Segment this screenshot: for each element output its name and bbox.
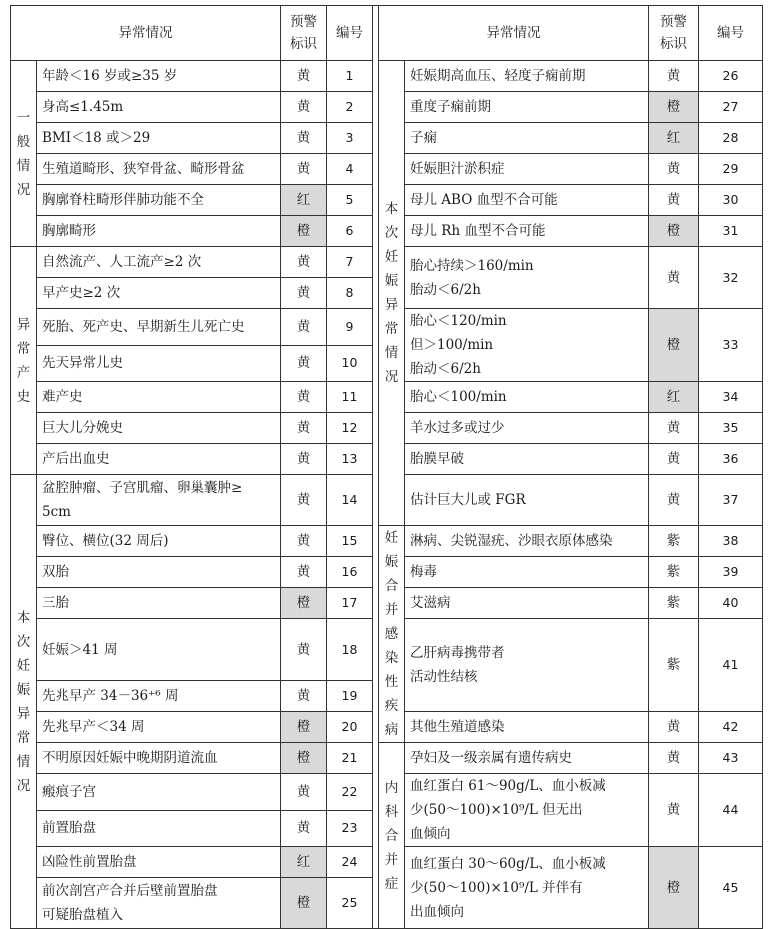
item-number: 1 [327, 61, 373, 92]
item-description: 乙肝病毒携带者 活动性结核 [405, 619, 649, 712]
item-description: 母儿 ABO 血型不合可能 [405, 185, 649, 216]
warning-level: 黄 [649, 413, 699, 444]
left-category-2 [11, 475, 37, 929]
item-description: 年龄＜16 岁或≥35 岁 [37, 61, 281, 92]
warning-level: 黄 [649, 712, 699, 743]
item-description: 胎膜早破 [405, 444, 649, 475]
header-number-left: 编号 [327, 6, 373, 61]
warning-level: 紫 [649, 619, 699, 712]
item-number: 35 [699, 413, 763, 444]
right-category-2 [379, 743, 405, 929]
warning-level: 黄 [649, 444, 699, 475]
warning-level: 紫 [649, 526, 699, 557]
item-number: 19 [327, 681, 373, 712]
warning-level: 黄 [281, 475, 327, 526]
item-description: 难产史 [37, 382, 281, 413]
warning-level: 黄 [281, 413, 327, 444]
item-description: 前次剖宫产合并后壁前置胎盘 可疑胎盘植入 [37, 878, 281, 929]
warning-level: 黄 [281, 61, 327, 92]
item-number: 6 [327, 216, 373, 247]
item-description: 胸廓脊柱畸形伴肺功能不全 [37, 185, 281, 216]
header-warning-right: 预警 标识 [649, 6, 699, 61]
warning-level: 黄 [649, 774, 699, 847]
item-description: 早产史≥2 次 [37, 278, 281, 309]
warning-level: 紫 [649, 588, 699, 619]
warning-level: 黄 [281, 154, 327, 185]
item-number: 4 [327, 154, 373, 185]
item-number: 33 [699, 309, 763, 382]
item-description: 先兆早产＜34 周 [37, 712, 281, 743]
item-number: 15 [327, 526, 373, 557]
warning-level: 黄 [281, 557, 327, 588]
warning-level: 橙 [281, 588, 327, 619]
item-number: 2 [327, 92, 373, 123]
item-number: 40 [699, 588, 763, 619]
item-number: 41 [699, 619, 763, 712]
item-number: 45 [699, 847, 763, 929]
item-description: 重度子痫前期 [405, 92, 649, 123]
item-number: 27 [699, 92, 763, 123]
item-description: 妊娠＞41 周 [37, 619, 281, 681]
item-number: 26 [699, 61, 763, 92]
item-number: 29 [699, 154, 763, 185]
item-description: 先兆早产 34－36⁺⁶ 周 [37, 681, 281, 712]
warning-level: 红 [649, 382, 699, 413]
item-description: 瘢痕子宫 [37, 774, 281, 811]
table-row [11, 61, 763, 92]
item-description: 其他生殖道感染 [405, 712, 649, 743]
item-number: 30 [699, 185, 763, 216]
item-description: 血红蛋白 30～60g/L、血小板减 少(50～100)×10⁹/L 并伴有 出血倾向 [405, 847, 649, 929]
item-description: 胎心＜120/min 但＞100/min 胎动＜6/2h [405, 309, 649, 382]
item-description: 盆腔肿瘤、子宫肌瘤、卵巢囊肿≥ 5cm [37, 475, 281, 526]
warning-level: 橙 [649, 847, 699, 929]
category-label: 妊娠合并感染性疾病 [384, 530, 399, 738]
table-row [11, 743, 763, 774]
warning-level: 黄 [281, 247, 327, 278]
item-number: 25 [327, 878, 373, 929]
item-description: 妊娠期高血压、轻度子痫前期 [405, 61, 649, 92]
category-label: 一般情况 [16, 109, 31, 198]
item-description: 淋病、尖锐湿疣、沙眼衣原体感染 [405, 526, 649, 557]
item-description: 孕妇及一级亲属有遗传病史 [405, 743, 649, 774]
header-situation-left: 异常情况 [11, 6, 281, 61]
warning-level: 黄 [649, 185, 699, 216]
item-number: 42 [699, 712, 763, 743]
item-description: 血红蛋白 61～90g/L、血小板减 少(50～100)×10⁹/L 但无出 血倾向 [405, 774, 649, 847]
warning-level: 红 [281, 847, 327, 878]
item-description: 胎心持续＞160/min 胎动＜6/2h [405, 247, 649, 309]
warning-level: 橙 [281, 743, 327, 774]
item-number: 37 [699, 475, 763, 526]
warning-level: 黄 [649, 247, 699, 309]
item-description: 巨大儿分娩史 [37, 413, 281, 444]
item-number: 39 [699, 557, 763, 588]
item-description: 双胎 [37, 557, 281, 588]
warning-level: 黄 [649, 61, 699, 92]
warning-level: 橙 [281, 878, 327, 929]
item-description: 产后出血史 [37, 444, 281, 475]
item-description: 估计巨大儿或 FGR [405, 475, 649, 526]
item-description: 梅毒 [405, 557, 649, 588]
item-number: 21 [327, 743, 373, 774]
item-description: 死胎、死产史、早期新生儿死亡史 [37, 309, 281, 346]
item-number: 20 [327, 712, 373, 743]
warning-level: 橙 [649, 309, 699, 382]
warning-level: 橙 [649, 216, 699, 247]
item-description: BMI＜18 或＞29 [37, 123, 281, 154]
item-description: 生殖道畸形、狭窄骨盆、畸形骨盆 [37, 154, 281, 185]
item-description: 先天异常儿史 [37, 345, 281, 382]
warning-level: 黄 [649, 154, 699, 185]
header-row [11, 6, 763, 61]
item-description: 三胎 [37, 588, 281, 619]
item-number: 22 [327, 774, 373, 811]
item-description: 臀位、横位(32 周后) [37, 526, 281, 557]
item-number: 16 [327, 557, 373, 588]
warning-level: 橙 [649, 92, 699, 123]
warning-level: 红 [649, 123, 699, 154]
warning-level: 黄 [281, 526, 327, 557]
item-number: 11 [327, 382, 373, 413]
left-category-1 [11, 247, 37, 475]
item-number: 23 [327, 810, 373, 847]
warning-level: 橙 [281, 712, 327, 743]
item-number: 9 [327, 309, 373, 346]
header-situation-right: 异常情况 [379, 6, 649, 61]
item-number: 3 [327, 123, 373, 154]
item-description: 胸廓畸形 [37, 216, 281, 247]
right-category-1 [379, 526, 405, 743]
warning-level: 红 [281, 185, 327, 216]
item-number: 24 [327, 847, 373, 878]
item-number: 31 [699, 216, 763, 247]
item-number: 36 [699, 444, 763, 475]
item-description: 自然流产、人工流产≥2 次 [37, 247, 281, 278]
category-label: 异常产史 [16, 316, 31, 405]
header-number-right: 编号 [699, 6, 763, 61]
item-description: 母儿 Rh 血型不合可能 [405, 216, 649, 247]
warning-level: 紫 [649, 557, 699, 588]
item-number: 13 [327, 444, 373, 475]
item-description: 艾滋病 [405, 588, 649, 619]
item-number: 28 [699, 123, 763, 154]
warning-level: 黄 [649, 475, 699, 526]
table-row [11, 526, 763, 557]
warning-level: 黄 [281, 309, 327, 346]
item-number: 18 [327, 619, 373, 681]
item-number: 5 [327, 185, 373, 216]
warning-level: 黄 [281, 810, 327, 847]
item-description: 羊水过多或过少 [405, 413, 649, 444]
warning-level: 黄 [281, 774, 327, 811]
category-label: 内科合并症 [384, 779, 399, 892]
item-number: 17 [327, 588, 373, 619]
table-body [11, 6, 763, 929]
item-number: 7 [327, 247, 373, 278]
item-description: 凶险性前置胎盘 [37, 847, 281, 878]
warning-level: 黄 [281, 345, 327, 382]
warning-level: 黄 [281, 444, 327, 475]
warning-level: 黄 [281, 382, 327, 413]
warning-level: 黄 [281, 278, 327, 309]
right-category-0 [379, 61, 405, 526]
item-description: 妊娠胆汁淤积症 [405, 154, 649, 185]
item-number: 34 [699, 382, 763, 413]
warning-level: 橙 [281, 216, 327, 247]
left-category-0 [11, 61, 37, 247]
warning-level: 黄 [281, 123, 327, 154]
item-number: 10 [327, 345, 373, 382]
item-description: 胎心＜100/min [405, 382, 649, 413]
item-number: 32 [699, 247, 763, 309]
item-number: 8 [327, 278, 373, 309]
category-label: 本次妊娠异常情况 [384, 201, 399, 385]
category-label: 本次妊娠异常情况 [16, 609, 31, 794]
item-number: 14 [327, 475, 373, 526]
warning-level: 黄 [281, 619, 327, 681]
item-number: 12 [327, 413, 373, 444]
item-description: 身高≤1.45m [37, 92, 281, 123]
item-number: 38 [699, 526, 763, 557]
warning-level: 黄 [281, 681, 327, 712]
item-description: 前置胎盘 [37, 810, 281, 847]
header-warning-left: 预警 标识 [281, 6, 327, 61]
warning-level: 黄 [281, 92, 327, 123]
item-description: 不明原因妊娠中晚期阴道流血 [37, 743, 281, 774]
warning-table [10, 5, 763, 929]
item-number: 44 [699, 774, 763, 847]
item-number: 43 [699, 743, 763, 774]
warning-level: 黄 [649, 743, 699, 774]
item-description: 子痫 [405, 123, 649, 154]
